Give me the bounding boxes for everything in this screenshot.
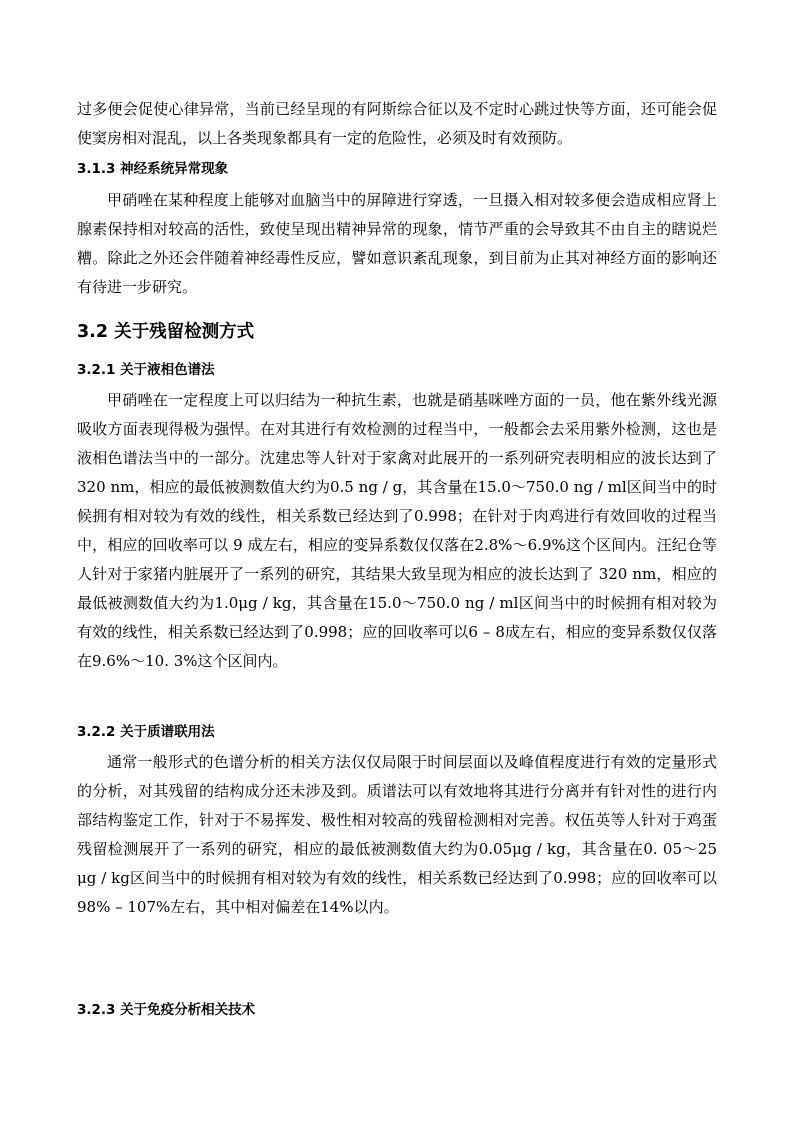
heading-3-2-2-block: [77, 722, 717, 742]
heading-3-2-1-block: [77, 360, 717, 380]
heading-3-2-2: 3.2.2 关于质谱联用法: [77, 724, 215, 740]
heading-3-2-1: 3.2.1 关于液相色谱法: [77, 362, 215, 378]
heading-3-1-3: 3.1.3 神经系统异常现象: [77, 161, 229, 177]
paragraph-3-2-2-block: [77, 748, 717, 922]
paragraph-3-1-3-block: [77, 186, 717, 302]
intro-paragraph-block: [77, 95, 717, 153]
paragraph-3-2-1: 甲硝唑在一定程度上可以归结为一种抗生素，也就是硝基咪唑方面的一员，他在紫外线光源吸收方面表现得极为强悍。在对其进行有效检测的过程当中，一般都会去采用紫外检测，这也是液相色谱法当中的一部分。沈建忠等人针对于家禽对此展开的一系列研究表明相应的波长达到了 320 nm，相应的最低被测数值大约为0.5 ng / g，其含量在15.0～750.0 ng / ml区间当中的时候拥有相对较为有效的线性，相关系数已经达到了0.998；在针对于肉鸡进行有效回收的过程当中，相应的回收率可以 9 成左右，相应的变异系数仅仅落在2.8%～6.9%这个区间内。汪纪仓等人针对于家猪内脏展开了一系列的研究，其结果大致呈现为相应的波长达到了 320 nm，相应的最低被测数值大约为1.0μg / kg，其含量在15.0～750.0 ng / ml区间当中的时候拥有相对较为有效的线性，相关系数已经达到了0.998；应的回收率可以6 – 8成左右，相应的变异系数仅仅落在9.6%～10. 3%这个区间内。: [77, 391, 717, 670]
heading-3-2-3: 3.2.3 关于免疫分析相关技术: [77, 1002, 256, 1018]
paragraph-3-2-2: 通常一般形式的色谱分析的相关方法仅仅局限于时间层面以及峰值程度进行有效的定量形式的分析，对其残留的结构成分还未涉及到。质谱法可以有效地将其进行分离并有针对性的进行内部结构鉴定工作，针对于不易挥发、极性相对较高的残留检测相对完善。权伍英等人针对于鸡蛋残留检测展开了一系列的研究，相应的最低被测数值大约为0.05μg / kg，其含量在0. 05～25 μg / kg区间当中的时候拥有相对较为有效的线性，相关系数已经达到了0.998；应的回收率可以98% – 107%左右，其中相对偏差在14%以内。: [77, 753, 717, 916]
paragraph-3-1-3: 甲硝唑在某种程度上能够对血脑当中的屏障进行穿透，一旦摄入相对较多便会造成相应肾上腺素保持相对较高的活性，致使呈现出精神异常的现象，情节严重的会导致其不由自主的瞎说烂糟。除此之外还会伴随着神经毒性反应，譬如意识紊乱现象，到目前为止其对神经方面的影响还有待进一步研究。: [77, 191, 717, 296]
intro-paragraph: 过多便会促使心律异常，当前已经呈现的有阿斯综合征以及不定时心跳过快等方面，还可能会促使窦房相对混乱，以上各类现象都具有一定的危险性，必须及时有效预防。: [77, 100, 717, 147]
paragraph-3-2-1-block: [77, 386, 717, 676]
heading-3-2: 3.2 关于残留检测方式: [77, 322, 255, 342]
heading-3-1-3-block: [77, 159, 717, 179]
heading-3-2-block: [77, 319, 717, 345]
heading-3-2-3-block: [77, 1000, 717, 1020]
